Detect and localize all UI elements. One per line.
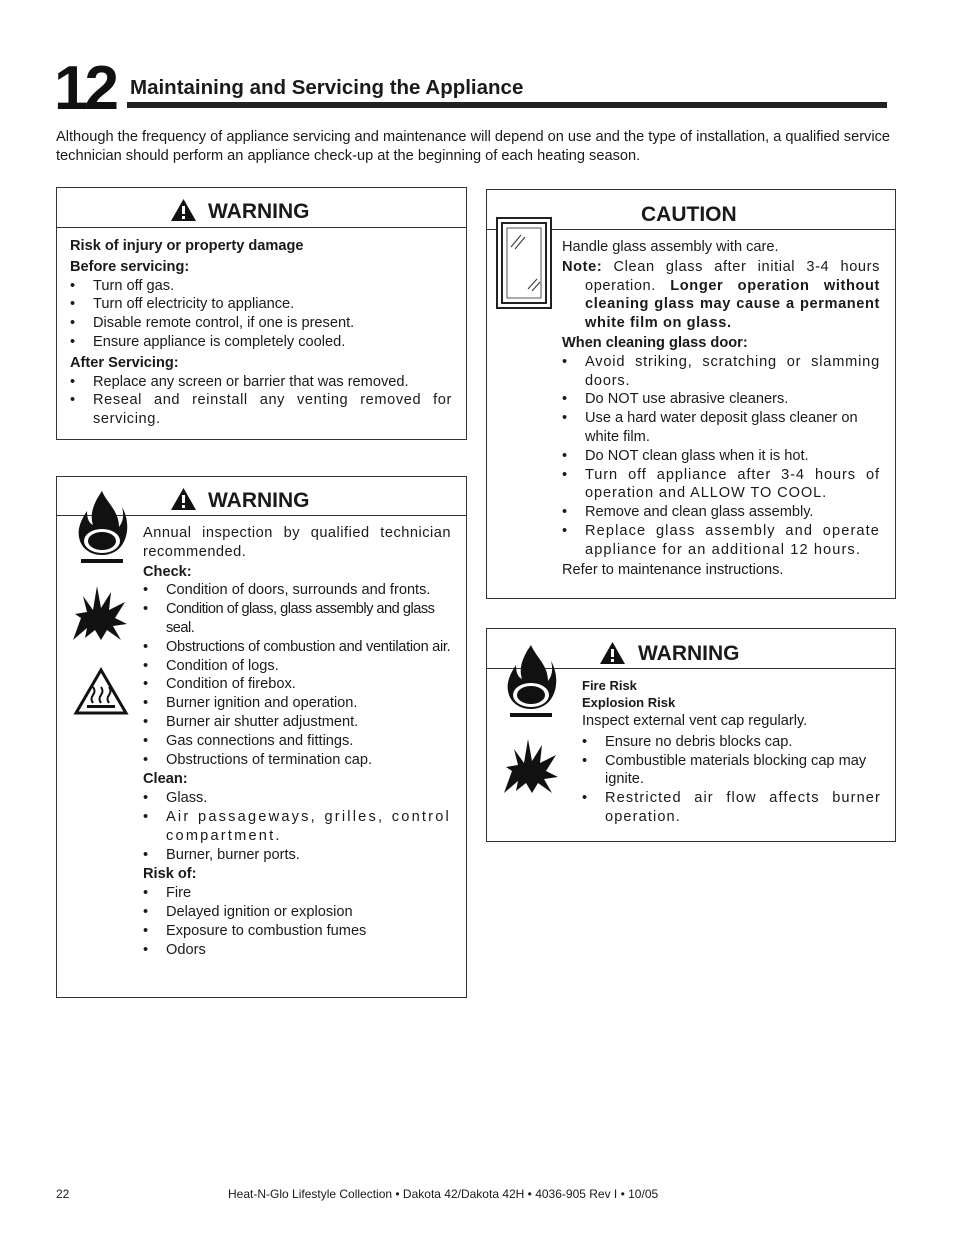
caution-body	[562, 238, 880, 579]
list-item: • Odors	[143, 941, 451, 960]
list-item: • Condition of doors, surrounds and fronts.	[143, 581, 451, 600]
warning-box-servicing	[56, 187, 467, 440]
list-item: • Exposure to combustion fumes	[143, 922, 451, 941]
vent-cap-intro: Inspect external vent cap regularly.	[582, 713, 808, 729]
intro-paragraph: Although the frequency of appliance servicing and maintenance will depend on use and the type of installation, a qualified service technician should perform an appliance check-up at the beginning of each heating season.	[56, 129, 891, 164]
list-item: • Burner air shutter adjustment.	[143, 713, 451, 732]
list-item: • Turn off appliance after 3-4 hours of operation and ALLOW TO COOL.	[562, 466, 880, 504]
risk-list	[143, 884, 451, 959]
warning-label: WARNING	[208, 200, 310, 223]
warning-label: WARNING	[638, 642, 740, 665]
list-item: • Replace glass assembly and operate appliance for an additional 12 hours.	[562, 522, 880, 560]
warning-body	[143, 524, 451, 959]
caution-label: CAUTION	[641, 203, 737, 226]
footer-text: Heat-N-Glo Lifestyle Collection • Dakota 42/Dakota 42H • 4036-905 Rev I • 10/05	[228, 1187, 659, 1201]
note-bold: Longer operation without cleaning glass may cause a permanent white film on glass.	[585, 277, 880, 332]
list-item: • Condition of glass, glass assembly and glass seal.	[143, 600, 451, 638]
inspection-intro: Annual inspection by qualified technician recommended.	[143, 525, 451, 560]
list-item: • Remove and clean glass assembly.	[562, 503, 880, 522]
list-item: • Ensure no debris blocks cap.	[582, 733, 881, 752]
warning-body	[582, 677, 881, 827]
list-item: • Replace any screen or barrier that was removed.	[70, 373, 452, 392]
vent-cap-list	[582, 733, 881, 827]
caution-note	[562, 258, 880, 333]
list-item: • Turn off gas.	[70, 277, 452, 296]
chapter-title: Maintaining and Servicing the Appliance	[130, 76, 524, 99]
after-list	[70, 373, 452, 429]
warning-triangle-icon	[599, 641, 626, 665]
note-text: Clean glass after initial 3-4 hours operation.	[585, 258, 881, 294]
list-item: • Glass.	[143, 789, 451, 808]
warning-header	[57, 188, 466, 228]
caution-footer: Refer to maintenance instructions.	[562, 561, 784, 578]
title-rule	[127, 102, 887, 108]
list-item: • Do NOT clean glass when it is hot.	[562, 447, 880, 466]
risk-heading: Risk of injury or property damage	[70, 238, 304, 254]
note-label: Note:	[562, 258, 603, 275]
list-item: • Turn off electricity to appliance.	[70, 295, 452, 314]
check-label: Check:	[143, 563, 192, 580]
hot-surface-icon	[73, 667, 129, 717]
before-list	[70, 277, 452, 352]
clean-label: Clean:	[143, 771, 188, 788]
list-item: • Do NOT use abrasive cleaners.	[562, 390, 880, 409]
warning-box-inspection	[56, 476, 467, 998]
list-item: • Burner ignition and operation.	[143, 694, 451, 713]
warning-triangle-icon	[170, 198, 197, 222]
list-item: • Reseal and reinstall any venting removed for servicing.	[70, 391, 452, 429]
warning-label: WARNING	[208, 489, 310, 512]
list-item: • Obstructions of combustion and ventilation air.	[143, 638, 451, 657]
list-item: • Gas connections and fittings.	[143, 732, 451, 751]
list-item: • Obstructions of termination cap.	[143, 751, 451, 770]
list-item: • Combustible materials blocking cap may ignite.	[582, 752, 881, 790]
explosion-icon	[71, 584, 129, 642]
check-list	[143, 581, 451, 769]
caution-box-glass	[486, 189, 896, 599]
list-item: • Avoid striking, scratching or slamming doors.	[562, 353, 880, 391]
glass-door-icon	[496, 217, 552, 309]
flame-icon	[75, 489, 129, 567]
chapter-number: 12	[54, 54, 115, 123]
list-item: • Condition of firebox.	[143, 675, 451, 694]
explosion-icon	[502, 737, 560, 795]
door-label: When cleaning glass door:	[562, 334, 748, 351]
list-item: • Restricted air flow affects burner operation.	[582, 789, 881, 827]
warning-body	[70, 237, 452, 429]
explosion-risk-label: Explosion Risk	[582, 695, 676, 710]
flame-icon	[504, 643, 558, 721]
fire-risk-label: Fire Risk	[582, 678, 637, 693]
after-label: After Servicing:	[70, 354, 179, 371]
list-item: • Ensure appliance is completely cooled.	[70, 333, 452, 352]
list-item: • Disable remote control, if one is present.	[70, 314, 452, 333]
list-item: • Condition of logs.	[143, 657, 451, 676]
page-number: 22	[56, 1187, 70, 1201]
clean-list	[143, 789, 451, 864]
list-item: • Delayed ignition or explosion	[143, 903, 451, 922]
list-item: • Fire	[143, 884, 451, 903]
warning-triangle-icon	[170, 487, 197, 511]
caution-line: Handle glass assembly with care.	[562, 239, 779, 255]
list-item: • Air passageways, grilles, control compartment.	[143, 808, 451, 846]
warning-box-vent-cap	[486, 628, 896, 842]
list-item: • Use a hard water deposit glass cleaner on white film.	[562, 409, 880, 447]
list-item: • Burner, burner ports.	[143, 846, 451, 865]
risk-label: Risk of:	[143, 866, 197, 883]
before-label: Before servicing:	[70, 258, 190, 275]
door-list	[562, 353, 880, 560]
